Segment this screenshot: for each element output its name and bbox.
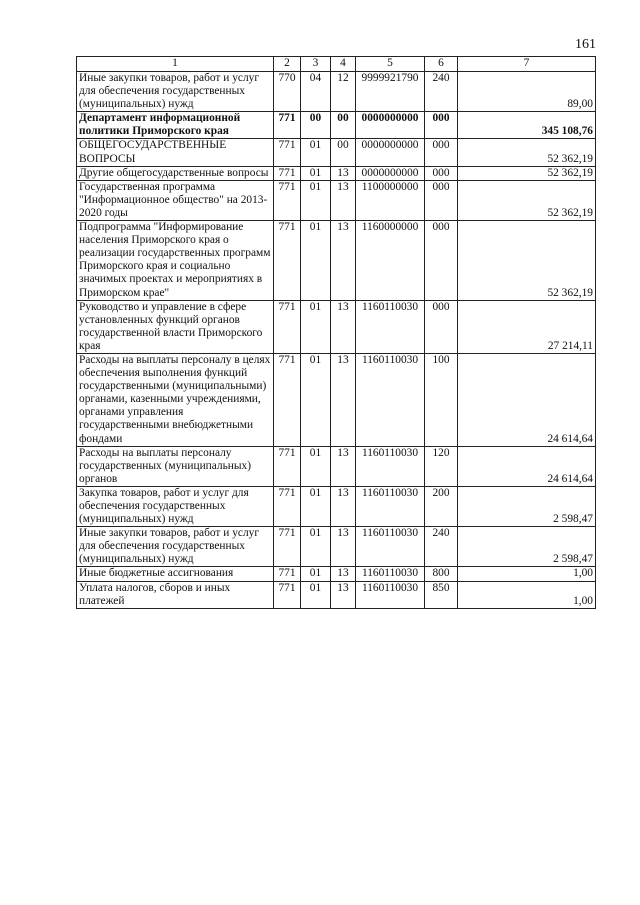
header-cell: 4	[331, 57, 356, 72]
code-cell: 770	[274, 72, 301, 112]
target-article-cell: 1160110030	[356, 567, 425, 581]
amount-cell: 24 614,64	[458, 353, 596, 446]
code-cell: 771	[274, 567, 301, 581]
target-article-cell: 0000000000	[356, 166, 425, 180]
table-row	[77, 581, 596, 608]
table-row	[77, 139, 596, 166]
row-name-cell: Расходы на выплаты персоналу государственных (муниципальных) органов	[77, 446, 274, 486]
table-header-row	[77, 57, 596, 72]
expense-type-cell: 240	[425, 527, 458, 567]
subsection-cell: 13	[331, 180, 356, 220]
table-row	[77, 180, 596, 220]
amount-cell: 2 598,47	[458, 527, 596, 567]
section-cell: 01	[301, 300, 331, 353]
header-cell: 2	[274, 57, 301, 72]
target-article-cell: 1160000000	[356, 221, 425, 301]
expense-type-cell: 850	[425, 581, 458, 608]
target-article-cell: 1160110030	[356, 527, 425, 567]
section-cell: 00	[301, 112, 331, 139]
subsection-cell: 13	[331, 486, 356, 526]
table-row	[77, 446, 596, 486]
subsection-cell: 13	[331, 166, 356, 180]
code-cell: 771	[274, 581, 301, 608]
header-cell: 5	[356, 57, 425, 72]
code-cell: 771	[274, 180, 301, 220]
table-row	[77, 527, 596, 567]
expense-type-cell: 000	[425, 300, 458, 353]
table-row	[77, 353, 596, 446]
subsection-cell: 13	[331, 581, 356, 608]
amount-cell: 52 362,19	[458, 221, 596, 301]
section-cell: 04	[301, 72, 331, 112]
code-cell: 771	[274, 446, 301, 486]
subsection-cell: 13	[331, 221, 356, 301]
code-cell: 771	[274, 139, 301, 166]
amount-cell: 52 362,19	[458, 180, 596, 220]
code-cell: 771	[274, 166, 301, 180]
row-name-cell: Иные бюджетные ассигнования	[77, 567, 274, 581]
code-cell: 771	[274, 221, 301, 301]
target-article-cell: 1100000000	[356, 180, 425, 220]
target-article-cell: 1160110030	[356, 300, 425, 353]
table-row	[77, 486, 596, 526]
section-cell: 01	[301, 353, 331, 446]
section-cell: 01	[301, 527, 331, 567]
code-cell: 771	[274, 527, 301, 567]
section-cell: 01	[301, 139, 331, 166]
header-cell: 6	[425, 57, 458, 72]
section-cell: 01	[301, 581, 331, 608]
row-name-cell: Руководство и управление в сфере установленных функций органов государственной власти Приморского края	[77, 300, 274, 353]
row-name-cell: Иные закупки товаров, работ и услуг для обеспечения государственных (муниципальных) нужд	[77, 527, 274, 567]
amount-cell: 345 108,76	[458, 112, 596, 139]
expense-type-cell: 000	[425, 112, 458, 139]
code-cell: 771	[274, 353, 301, 446]
expense-type-cell: 200	[425, 486, 458, 526]
row-name-cell: Государственная программа "Информационное общество" на 2013-2020 годы	[77, 180, 274, 220]
code-cell: 771	[274, 300, 301, 353]
section-cell: 01	[301, 486, 331, 526]
subsection-cell: 13	[331, 353, 356, 446]
amount-cell: 1,00	[458, 567, 596, 581]
row-name-cell: Расходы на выплаты персоналу в целях обеспечения выполнения функций государственными (муниципальными) органами, казенными учреждениями, органами управления государственными внебюджетными фондами	[77, 353, 274, 446]
table-row	[77, 166, 596, 180]
table-row	[77, 567, 596, 581]
header-cell: 1	[77, 57, 274, 72]
row-name-cell: Другие общегосударственные вопросы	[77, 166, 274, 180]
subsection-cell: 12	[331, 72, 356, 112]
amount-cell: 2 598,47	[458, 486, 596, 526]
expense-type-cell: 000	[425, 139, 458, 166]
row-name-cell: Подпрограмма "Информирование населения Приморского края о реализации государственных программ Приморского края и социально значимых проектах и мероприятиях в Приморском крае"	[77, 221, 274, 301]
table-row	[77, 221, 596, 301]
subsection-cell: 13	[331, 567, 356, 581]
expense-type-cell: 000	[425, 221, 458, 301]
target-article-cell: 0000000000	[356, 112, 425, 139]
target-article-cell: 1160110030	[356, 486, 425, 526]
page-number: 161	[575, 37, 596, 52]
budget-table	[76, 56, 596, 609]
expense-type-cell: 100	[425, 353, 458, 446]
amount-cell: 1,00	[458, 581, 596, 608]
row-name-cell: Закупка товаров, работ и услуг для обеспечения государственных (муниципальных) нужд	[77, 486, 274, 526]
table-row	[77, 72, 596, 112]
row-name-cell: Уплата налогов, сборов и иных платежей	[77, 581, 274, 608]
target-article-cell: 1160110030	[356, 446, 425, 486]
target-article-cell: 1160110030	[356, 581, 425, 608]
row-name-cell: Иные закупки товаров, работ и услуг для обеспечения государственных (муниципальных) нужд	[77, 72, 274, 112]
expense-type-cell: 240	[425, 72, 458, 112]
amount-cell: 89,00	[458, 72, 596, 112]
row-name-cell: Департамент информационной политики Приморского края	[77, 112, 274, 139]
subsection-cell: 13	[331, 300, 356, 353]
section-cell: 01	[301, 166, 331, 180]
section-cell: 01	[301, 446, 331, 486]
amount-cell: 52 362,19	[458, 139, 596, 166]
table-row	[77, 300, 596, 353]
subsection-cell: 00	[331, 112, 356, 139]
amount-cell: 24 614,64	[458, 446, 596, 486]
expense-type-cell: 800	[425, 567, 458, 581]
row-name-cell: ОБЩЕГОСУДАРСТВЕННЫЕ ВОПРОСЫ	[77, 139, 274, 166]
subsection-cell: 00	[331, 139, 356, 166]
section-cell: 01	[301, 567, 331, 581]
amount-cell: 27 214,11	[458, 300, 596, 353]
code-cell: 771	[274, 486, 301, 526]
header-cell: 7	[458, 57, 596, 72]
expense-type-cell: 120	[425, 446, 458, 486]
amount-cell: 52 362,19	[458, 166, 596, 180]
expense-type-cell: 000	[425, 180, 458, 220]
section-cell: 01	[301, 221, 331, 301]
subsection-cell: 13	[331, 527, 356, 567]
section-cell: 01	[301, 180, 331, 220]
header-cell: 3	[301, 57, 331, 72]
subsection-cell: 13	[331, 446, 356, 486]
target-article-cell: 9999921790	[356, 72, 425, 112]
table-row	[77, 112, 596, 139]
code-cell: 771	[274, 112, 301, 139]
expense-type-cell: 000	[425, 166, 458, 180]
target-article-cell: 0000000000	[356, 139, 425, 166]
target-article-cell: 1160110030	[356, 353, 425, 446]
